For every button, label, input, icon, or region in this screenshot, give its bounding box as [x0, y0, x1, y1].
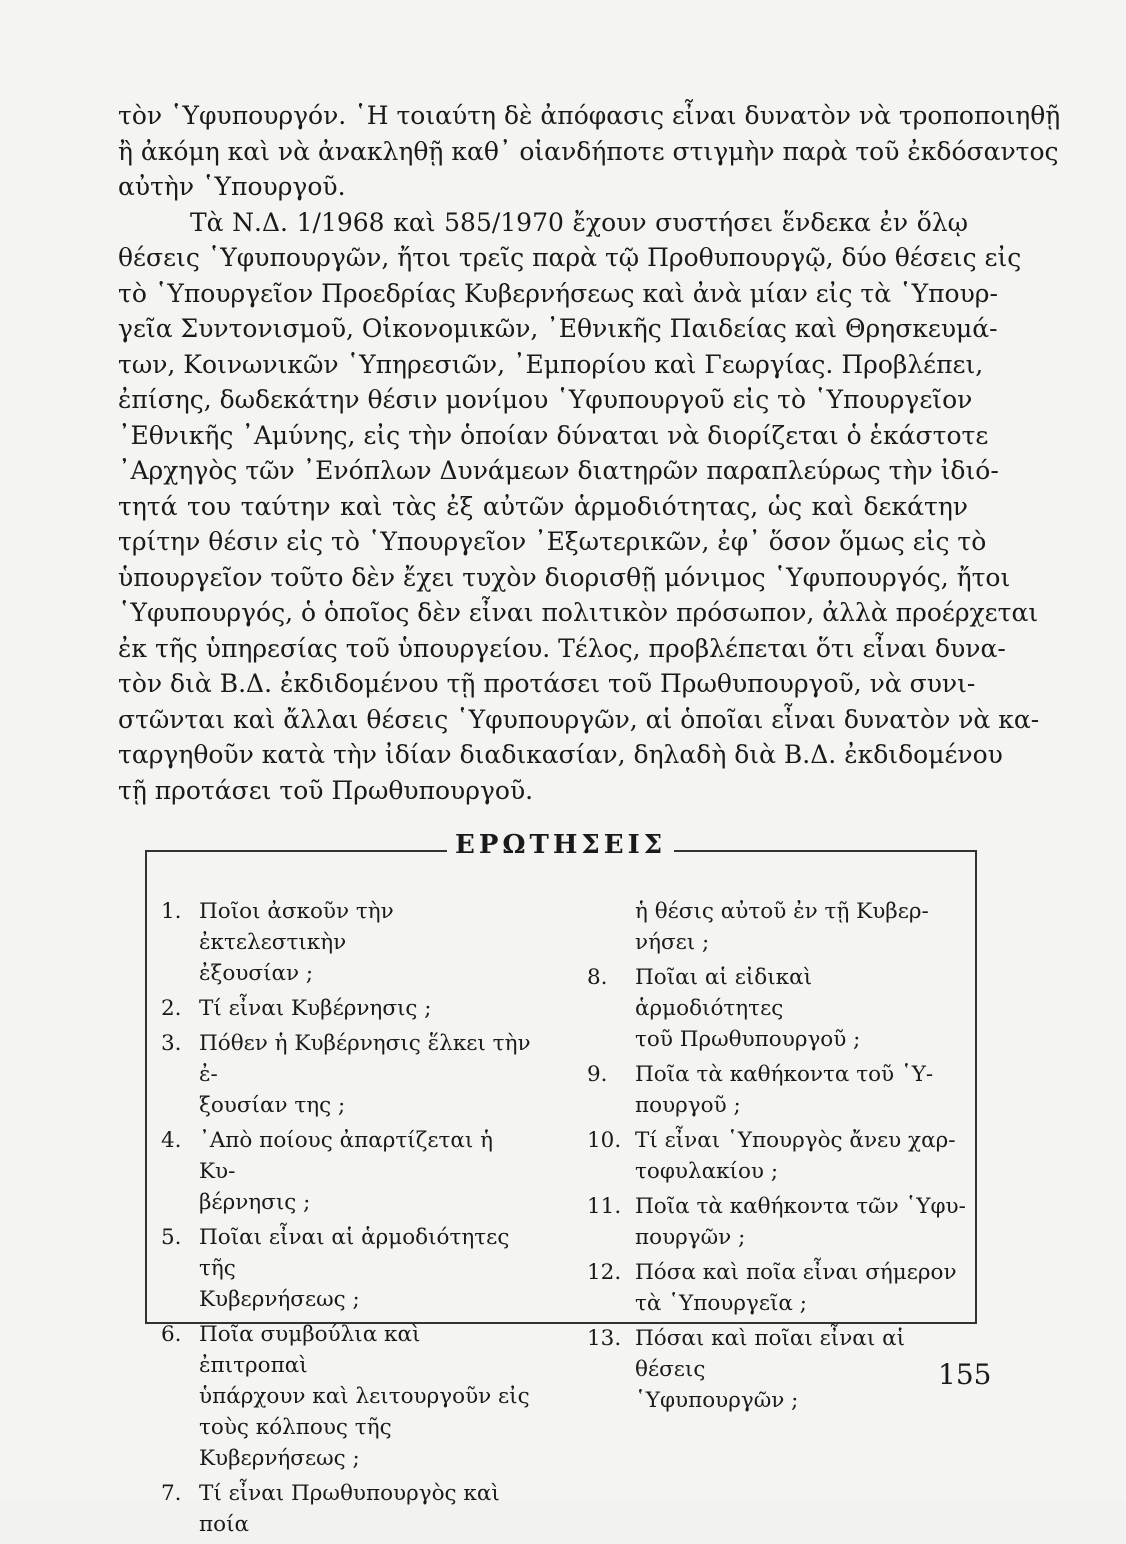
text-line: θέσεις ῾Υφυπουργῶν, ἤτοι τρεῖς παρὰ τῷ Προθυπουργῷ, δύο θέσεις εἰς	[118, 243, 1022, 272]
question-number: 11.	[587, 1194, 622, 1219]
text-line: ἐκ τῆς ὑπηρεσίας τοῦ ὑπουργείου. Τέλος, προβλέπεται ὅτι εἶναι δυνα-	[118, 633, 1006, 663]
question-number: 2.	[161, 996, 182, 1021]
question-item	[161, 1028, 533, 1121]
text-line: τῇ προτάσει τοῦ Πρωθυπουργοῦ.	[118, 775, 534, 805]
text-line: ἢ ἀκόμη καὶ νὰ ἀνακληθῇ καθ᾽ οἱανδήποτε στιγμὴν παρὰ τοῦ ἐκδόσαντος	[118, 136, 1059, 166]
question-item	[161, 1478, 533, 1540]
question-text: ῾Υφυπουργῶν ;	[635, 1388, 799, 1413]
question-item	[161, 896, 533, 989]
question-text: Πόσαι καὶ ποῖαι εἶναι αἱ θέσεις	[635, 1326, 906, 1382]
text-line: τὸν ῾Υφυπουργόν. ῾Η τοιαύτη δὲ ἀπόφασις εἶναι δυνατὸν νὰ τροποποιηθῇ	[118, 101, 1061, 130]
question-text: ὑπάρχουν καὶ λειτουργοῦν εἰς	[199, 1384, 530, 1409]
question-text: Πόθεν ἡ Κυβέρνησις ἕλκει τὴν ἐ-	[199, 1031, 531, 1087]
question-number: 5.	[161, 1225, 182, 1250]
question-item	[161, 1319, 533, 1474]
question-text: Πόσα καὶ ποῖα εἶναι σήμερον	[635, 1260, 957, 1285]
questions-right-column	[587, 896, 967, 1420]
questions-left-column	[161, 896, 533, 1544]
question-item	[587, 1257, 967, 1319]
question-text: τοῦ Πρωθυπουργοῦ ;	[635, 1027, 861, 1052]
question-number: 10.	[587, 1128, 622, 1153]
question-item	[161, 1222, 533, 1315]
question-item	[587, 962, 967, 1055]
text-line: αὐτὴν ῾Υπουργοῦ.	[118, 172, 346, 201]
text-line: τὸ ῾Υπουργεῖον Προεδρίας Κυβερνήσεως καὶ ἀνὰ μίαν εἰς τὰ ῾Υπουρ-	[118, 278, 998, 308]
question-text: Κυβερνήσεως ;	[199, 1287, 360, 1312]
question-text: Ποῖα τὰ καθήκοντα τοῦ ῾Υ-	[635, 1062, 934, 1087]
question-item	[587, 1125, 967, 1187]
text-line: ῾Υφυπουργός, ὁ ὁποῖος δὲν εἶναι πολιτικὸν πρόσωπον, ἀλλὰ προέρχεται	[118, 598, 1039, 627]
question-item	[587, 1323, 967, 1416]
text-line: γεῖα Συντονισμοῦ, Οἰκονομικῶν, ᾽Εθνικῆς Παιδείας καὶ Θρησκευμά-	[118, 314, 998, 343]
question-number: 1.	[161, 899, 182, 924]
body-paragraph	[118, 98, 1061, 808]
question-text: Ποῖα συμβούλια καὶ ἐπιτροπαὶ	[199, 1322, 421, 1378]
question-item	[587, 1191, 967, 1253]
question-text: Ποῖα τὰ καθήκοντα τῶν ῾Υφυ-	[635, 1194, 966, 1219]
question-text: ἐξουσίαν ;	[199, 961, 314, 986]
text-line: ὑπουργεῖον τοῦτο δὲν ἔχει τυχὸν διορισθῇ μόνιμος ῾Υφυπουργός, ἤτοι	[118, 562, 1011, 592]
question-number: 3.	[161, 1031, 182, 1056]
question-item	[161, 1125, 533, 1218]
question-text: νήσει ;	[635, 930, 710, 955]
question-text: πουργοῦ ;	[635, 1093, 741, 1118]
text-line: τητά του ταύτην καὶ τὰς ἐξ αὐτῶν ἁρμοδιότητας, ὡς καὶ δεκάτην	[118, 491, 968, 521]
question-text: ξουσίαν της ;	[199, 1093, 346, 1118]
question-text: Τί εἶναι ῾Υπουργὸς ἄνευ χαρ-	[635, 1128, 956, 1153]
question-text: Ποῖαι εἶναι αἱ ἁρμοδιότητες τῆς	[199, 1225, 510, 1281]
question-number: 8.	[587, 965, 608, 990]
text-line: στῶνται καὶ ἄλλαι θέσεις ῾Υφυπουργῶν, αἱ ὁποῖαι εἶναι δυνατὸν νὰ κα-	[118, 704, 1040, 734]
question-text: πουργῶν ;	[635, 1225, 746, 1250]
text-line: ταργηθοῦν κατὰ τὴν ἰδίαν διαδικασίαν, δηλαδὴ διὰ Β.Δ. ἐκδιδομένου	[118, 740, 1003, 769]
text-line: Τὰ Ν.Δ. 1/1968 καὶ 585/1970 ἔχουν συστήσει ἕνδεκα ἐν ὅλῳ	[190, 207, 968, 237]
questions-title: ΕΡΩΤΗΣΕΙΣ	[447, 830, 674, 860]
question-text: Τί εἶναι Πρωθυπουργὸς καὶ ποία	[199, 1481, 500, 1537]
question-text: τοὺς κόλπους τῆς Κυβερνήσεως ;	[199, 1415, 392, 1471]
text-line: τὸν διὰ Β.Δ. ἐκδιδομένου τῇ προτάσει τοῦ Πρωθυπουργοῦ, νὰ συνι-	[118, 669, 976, 698]
question-item	[587, 1059, 967, 1121]
question-number: 12.	[587, 1260, 622, 1285]
question-text: βέρνησις ;	[199, 1190, 311, 1215]
question-item	[161, 993, 533, 1024]
text-line: ᾽Εθνικῆς ᾽Αμύνης, εἰς τὴν ὁποίαν δύναται νὰ διορίζεται ὁ ἑκάστοτε	[118, 420, 989, 450]
question-text: τὰ ῾Υπουργεῖα ;	[635, 1291, 807, 1316]
question-continuation	[587, 896, 967, 958]
text-line: ᾽Αρχηγὸς τῶν ᾽Ενόπλων Δυνάμεων διατηρῶν παραπλεύρως τὴν ἰδιό-	[118, 456, 999, 485]
question-text: ᾽Απὸ ποίους ἀπαρτίζεται ἡ Κυ-	[199, 1128, 494, 1184]
text-line: των, Κοινωνικῶν ῾Υπηρεσιῶν, ᾽Εμπορίου καὶ Γεωργίας. Προβλέπει,	[118, 349, 984, 379]
question-number: 4.	[161, 1128, 182, 1153]
question-text: Ποῖαι αἱ εἰδικαὶ ἁρμοδιότητες	[635, 965, 813, 1021]
question-text: ἡ θέσις αὐτοῦ ἐν τῇ Κυβερ-	[635, 899, 929, 924]
text-line: τρίτην θέσιν εἰς τὸ ῾Υπουργεῖον ᾽Εξωτερικῶν, ἐφ᾽ ὅσον ὅμως εἰς τὸ	[118, 527, 987, 556]
question-number: 7.	[161, 1481, 182, 1506]
question-text: Ποῖοι ἀσκοῦν τὴν ἐκτελεστικὴν	[199, 899, 394, 955]
question-text: τοφυλακίου ;	[635, 1159, 779, 1184]
question-number: 9.	[587, 1062, 608, 1087]
question-text: Τί εἶναι Κυβέρνησις ;	[199, 996, 432, 1021]
page-number: 155	[938, 1358, 992, 1391]
question-number: 6.	[161, 1322, 182, 1347]
question-number: 13.	[587, 1326, 622, 1351]
text-line: ἐπίσης, δωδεκάτην θέσιν μονίμου ῾Υφυπουργοῦ εἰς τὸ ῾Υπουργεῖον	[118, 385, 973, 414]
